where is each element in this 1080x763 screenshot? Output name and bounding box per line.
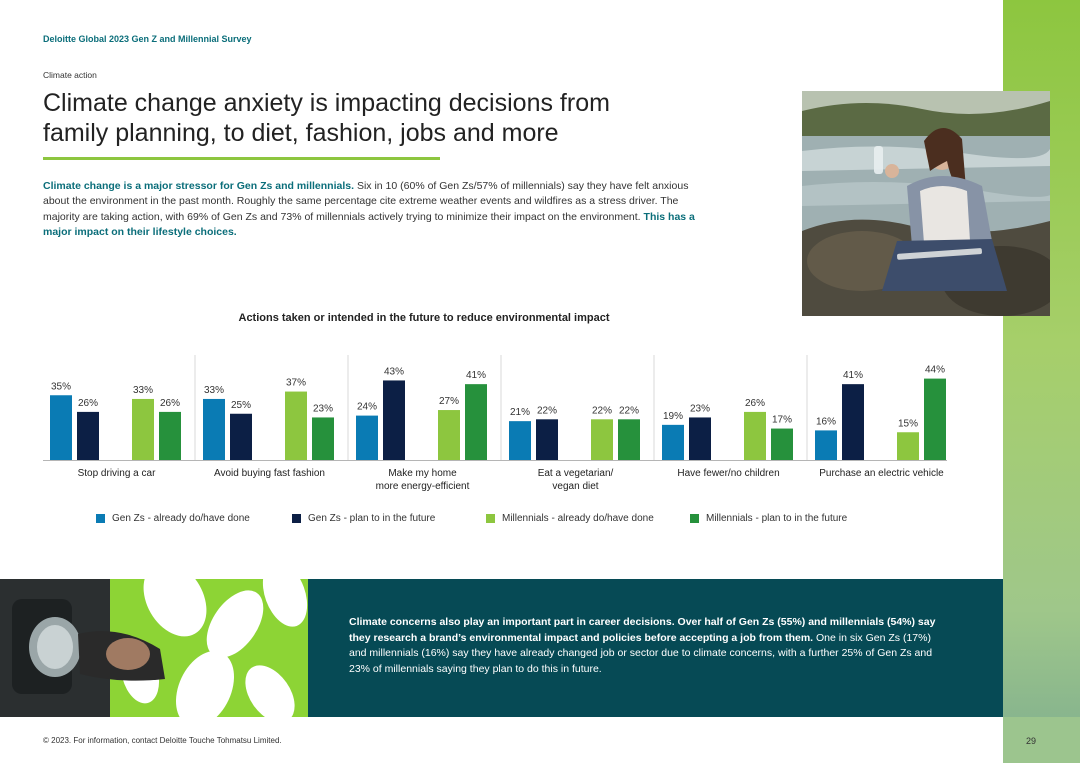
data-label: 41%	[842, 370, 864, 382]
legend-item	[96, 513, 250, 524]
category-label: Stop driving a car	[77, 468, 156, 479]
legend-label: Gen Zs - already do/have done	[112, 513, 250, 524]
data-label: 43%	[383, 366, 405, 378]
legend-swatch	[486, 514, 495, 523]
data-label: 23%	[689, 403, 711, 415]
data-label: 33%	[203, 384, 225, 396]
bar-1-3	[356, 416, 378, 460]
bar-3-5	[744, 412, 766, 460]
data-label: 16%	[815, 416, 837, 428]
footer-copyright: © 2023. For information, contact Deloitte Touche Tohmatsu Limited.	[43, 736, 282, 745]
bar-2-5	[689, 417, 711, 460]
title-underline	[43, 157, 440, 160]
legend-swatch	[690, 514, 699, 523]
intro-tail: This has a major impact on their lifestyle choices.	[43, 210, 695, 238]
data-label: 33%	[132, 384, 154, 396]
legend-item	[690, 513, 847, 524]
legend-label: Millennials - already do/have done	[502, 513, 654, 524]
data-label: 44%	[924, 364, 946, 376]
data-label: 24%	[356, 401, 378, 413]
legend-item	[292, 513, 435, 524]
page-number-box	[1003, 717, 1080, 763]
data-label: 26%	[159, 397, 181, 409]
bar-1-2	[203, 399, 225, 460]
category-label: Have fewer/no children	[677, 468, 780, 479]
bar-3-6	[897, 432, 919, 460]
category-label: vegan diet	[552, 481, 599, 492]
bar-3-2	[285, 392, 307, 460]
data-label: 37%	[285, 377, 307, 389]
career-bold: Climate concerns also play an important part in career decisions. Over half of Gen Zs (55%) and millennials (54%) say they research a brand’s environmental impact and policies before accepting a job from them.	[349, 616, 936, 644]
category-label: Make my home	[388, 468, 457, 479]
bar-4-6	[924, 379, 946, 460]
data-label: 35%	[50, 381, 72, 393]
intro-lead: Climate change is a major stressor for Gen Zs and millennials.	[43, 180, 355, 192]
data-label: 26%	[744, 397, 766, 409]
legend-swatch	[96, 514, 105, 523]
page-title: Climate change anxiety is impacting decisions from family planning, to diet, fashion, jobs and more	[43, 89, 610, 147]
data-label: 26%	[77, 397, 99, 409]
legend-item	[486, 513, 654, 524]
section-label: Climate action	[43, 70, 97, 80]
intro-body: Six in 10 (60% of Gen Zs/57% of millennials) say they have felt anxious about the environment in the past month. Roughly the same percentage cite extreme weather events and wildfires as a stress driver. The majority are taking action, with 69% of Gen Zs and 73% of millennials actively trying to minimize their impact on the environment.	[43, 180, 689, 223]
bar-2-3	[383, 380, 405, 460]
category-label: Avoid buying fast fashion	[213, 468, 326, 479]
bar-2-6	[842, 384, 864, 460]
bar-4-2	[312, 417, 334, 460]
recycling-bottle-photo	[0, 579, 308, 717]
bar-4-3	[465, 384, 487, 460]
bar-3-1	[132, 399, 154, 460]
data-label: 22%	[591, 405, 613, 417]
bar-1-5	[662, 425, 684, 460]
data-label: 19%	[662, 410, 684, 422]
category-label: more energy-efficient	[375, 481, 470, 492]
bar-4-4	[618, 419, 640, 460]
bar-1-6	[815, 430, 837, 460]
category-label: Eat a vegetarian/	[537, 468, 614, 479]
data-label: 17%	[771, 414, 793, 426]
chart-title: Actions taken or intended in the future to reduce environmental impact	[238, 312, 610, 324]
career-body: One in six Gen Zs (17%) and millennials (16%) say they have already changed job or sector due to climate concerns, with a further 25% of Gen Zs and 23% of millennials saying they plan to do this in future.	[349, 631, 933, 675]
legend-label: Millennials - plan to in the future	[706, 513, 848, 524]
bar-2-1	[77, 412, 99, 460]
bar-chart	[0, 355, 1000, 495]
data-label: 22%	[536, 405, 558, 417]
data-label: 25%	[230, 399, 252, 411]
bar-2-4	[536, 419, 558, 460]
data-label: 23%	[312, 403, 334, 415]
data-label: 41%	[465, 370, 487, 382]
bar-1-1	[50, 395, 72, 460]
intro-paragraph	[43, 179, 703, 240]
bar-4-5	[771, 429, 793, 460]
data-label: 22%	[618, 405, 640, 417]
data-label: 15%	[897, 418, 919, 430]
page-number: 29	[1026, 736, 1037, 746]
bar-3-3	[438, 410, 460, 460]
woman-testing-water-photo	[802, 91, 1050, 316]
data-label: 27%	[438, 396, 460, 408]
bar-2-2	[230, 414, 252, 460]
bar-3-4	[591, 419, 613, 460]
legend-label: Gen Zs - plan to in the future	[308, 513, 436, 524]
bar-1-4	[509, 421, 531, 460]
data-label: 21%	[509, 407, 531, 419]
career-paragraph	[349, 615, 939, 677]
legend-swatch	[292, 514, 301, 523]
survey-title: Deloitte Global 2023 Gen Z and Millennial Survey	[43, 34, 252, 44]
bar-4-1	[159, 412, 181, 460]
category-label: Purchase an electric vehicle	[819, 468, 944, 479]
